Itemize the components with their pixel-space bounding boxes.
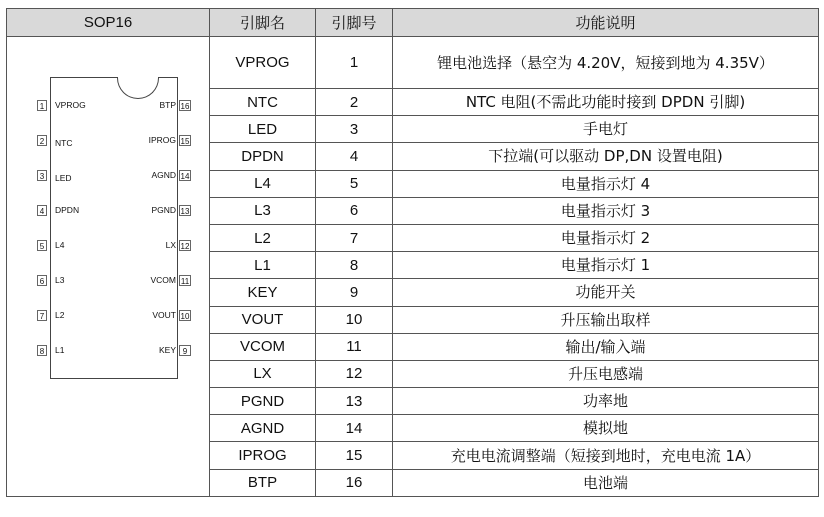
left-pin-label: VPROG: [55, 100, 86, 110]
pin-name-cell: BTP: [210, 469, 316, 496]
right-pin-label: VOUT: [152, 310, 176, 320]
chip-pin-row: [20, 100, 210, 114]
pin-function-cell: 锂电池选择（悬空为 4.20V，短接到地为 4.35V）: [393, 37, 819, 89]
pin-number-cell: 14: [316, 415, 393, 442]
function-header: 功能说明: [393, 9, 819, 37]
pin-function-cell: 输出/输入端: [393, 333, 819, 360]
pin-number-cell: 7: [316, 224, 393, 251]
right-pin-number: 13: [180, 207, 190, 216]
left-pin-number: 3: [37, 170, 47, 181]
pin-function-cell: 电量指示灯 4: [393, 170, 819, 197]
right-pin-label: AGND: [151, 170, 176, 180]
left-pin-label: L3: [55, 275, 65, 285]
pin-name-cell: IPROG: [210, 442, 316, 469]
pin-function-cell: 电池端: [393, 469, 819, 496]
left-pin-number: 1: [37, 100, 47, 111]
pin-function-cell: 模拟地: [393, 415, 819, 442]
pin-name-cell: DPDN: [210, 143, 316, 170]
pin-name-cell: LED: [210, 116, 316, 143]
right-pin-number: 16: [180, 102, 190, 111]
pin-name-cell: VPROG: [210, 37, 316, 89]
chip-pin-row: [20, 240, 210, 254]
chip-pin-row: [20, 170, 210, 184]
pin-function-cell: 下拉端(可以驱动 DP,DN 设置电阻): [393, 143, 819, 170]
pin-function-cell: 电量指示灯 1: [393, 252, 819, 279]
left-pin-label: L4: [55, 240, 65, 250]
right-pin-number: 9: [179, 345, 191, 356]
left-pin-label: LED: [55, 173, 72, 183]
table-row: [7, 37, 819, 89]
chip-pin-row: [20, 310, 210, 324]
right-pin-label: LX: [165, 240, 176, 250]
pin-function-cell: NTC 电阻(不需此功能时接到 DPDN 引脚): [393, 89, 819, 116]
left-pin-label: NTC: [55, 138, 73, 148]
right-pin-label: IPROG: [148, 135, 176, 145]
pin-number-cell: 12: [316, 360, 393, 387]
right-pin-label: PGND: [151, 205, 176, 215]
pin-table: [6, 8, 819, 497]
right-pin-number: 14: [180, 172, 190, 181]
pin-name-cell: AGND: [210, 415, 316, 442]
package-header: SOP16: [7, 9, 210, 37]
pin-number-cell: 16: [316, 469, 393, 496]
pin-name-cell: VCOM: [210, 333, 316, 360]
left-pin-label: L2: [55, 310, 65, 320]
chip-pin-row: [20, 205, 210, 219]
chip-pin-row: [20, 135, 210, 149]
pin-name-cell: L3: [210, 197, 316, 224]
pin-name-cell: L1: [210, 252, 316, 279]
pin-number-cell: 2: [316, 89, 393, 116]
pin-number-cell: 10: [316, 306, 393, 333]
chip-pin-row: [20, 275, 210, 289]
right-pin-label: VCOM: [150, 275, 176, 285]
chip-notch: [117, 77, 159, 99]
right-pin-number: 11: [180, 277, 190, 286]
pin-description-sheet: [6, 8, 818, 510]
pin-number-cell: 9: [316, 279, 393, 306]
sop16-chip-diagram: [20, 75, 200, 356]
pin-name-cell: L2: [210, 224, 316, 251]
pin-function-cell: 电量指示灯 2: [393, 224, 819, 251]
right-pin-number: 15: [180, 137, 190, 146]
pin-number-cell: 8: [316, 252, 393, 279]
pin-name-header: 引脚名: [210, 9, 316, 37]
pin-name-cell: PGND: [210, 388, 316, 415]
pin-number-cell: 13: [316, 388, 393, 415]
pin-function-cell: 充电电流调整端（短接到地时，充电电流 1A）: [393, 442, 819, 469]
pin-number-cell: 1: [316, 37, 393, 89]
pin-function-cell: 升压输出取样: [393, 306, 819, 333]
chip-pin-row: [20, 345, 210, 359]
left-pin-number: 5: [37, 240, 47, 251]
pin-function-cell: 手电灯: [393, 116, 819, 143]
chip-diagram-cell: [7, 37, 210, 497]
pin-name-cell: VOUT: [210, 306, 316, 333]
left-pin-label: L1: [55, 345, 65, 355]
left-pin-number: 4: [37, 205, 47, 216]
pin-number-cell: 6: [316, 197, 393, 224]
pin-function-cell: 功能开关: [393, 279, 819, 306]
left-pin-number: 6: [37, 275, 47, 286]
pin-name-cell: NTC: [210, 89, 316, 116]
right-pin-number: 12: [180, 242, 190, 251]
left-pin-number: 7: [37, 310, 47, 321]
chip-body: [50, 77, 178, 379]
pin-number-cell: 15: [316, 442, 393, 469]
pin-number-cell: 4: [316, 143, 393, 170]
pin-name-cell: L4: [210, 170, 316, 197]
pin-name-cell: KEY: [210, 279, 316, 306]
right-pin-number: 10: [180, 312, 190, 321]
pin-function-cell: 升压电感端: [393, 360, 819, 387]
table-header-row: [7, 9, 819, 37]
right-pin-label: BTP: [159, 100, 176, 110]
left-pin-number: 2: [37, 135, 47, 146]
right-pin-label: KEY: [158, 345, 176, 355]
pin-number-cell: 11: [316, 333, 393, 360]
pin-function-cell: 功率地: [393, 388, 819, 415]
pin-name-cell: LX: [210, 360, 316, 387]
left-pin-label: DPDN: [55, 205, 80, 215]
pin-number-header: 引脚号: [316, 9, 393, 37]
pin-function-cell: 电量指示灯 3: [393, 197, 819, 224]
pin-number-cell: 5: [316, 170, 393, 197]
left-pin-number: 8: [37, 345, 47, 356]
pin-number-cell: 3: [316, 116, 393, 143]
